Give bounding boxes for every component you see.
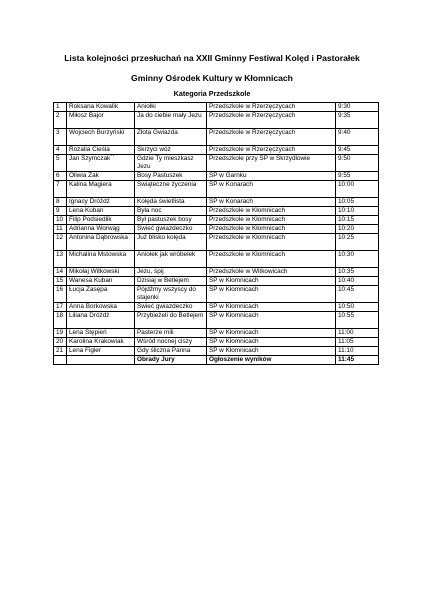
cell-time: 11:10 [336,347,379,356]
cell-song: Dzisiaj w Betlejem [135,277,207,286]
table-row [54,329,379,338]
cell-song: Świeć gwiazdeczko [135,303,207,312]
cell-number: 20 [54,338,67,347]
cell-school: SP w Kłomnicach [207,312,336,329]
cell-time: 10:40 [336,277,379,286]
cell-time: 10:10 [336,207,379,216]
summary-row [54,356,379,365]
cell-name: Miłosz Bajor [67,112,135,129]
cell-school: SP w Garnku [207,172,336,181]
cell-name: Rozalia Cieśla [67,146,135,155]
cell-song: Już blisko kolęda [135,234,207,251]
table-row [54,277,379,286]
cell-song: Aniołki [135,103,207,112]
cell-name: Ignacy Dróżdż [67,198,135,207]
cell-time: 10:20 [336,225,379,234]
cell-school: Przedszkole w Witkowicach [207,268,336,277]
table-row [54,312,379,329]
cell-name: Lena Stępień [67,329,135,338]
cell-school: Przedszkole w Kłomnicach [207,234,336,251]
cell-time: 9:45 [336,146,379,155]
cell-number: 21 [54,347,67,356]
cell-song: Gdy śliczna Panna [135,347,207,356]
cell-school: SP w Konarach [207,181,336,198]
cell-school: Przedszkole w Rzerzęczycach [207,146,336,155]
cell-school: SP w Kłomnicach [207,329,336,338]
cell-school: Przedszkole w Rzerzęczycach [207,112,336,129]
cell-time: 10:35 [336,268,379,277]
cell-school: Przedszkole w Kłomnicach [207,207,336,216]
cell-song: Świąteczne życzenia [135,181,207,198]
cell-school: SP w Kłomnicach [207,338,336,347]
cell-song: Jezu, śpij [135,268,207,277]
cell-school: SP w Konarach [207,198,336,207]
cell-school: Przedszkole przy SP w Skrzydlowie [207,155,336,172]
table-row [54,303,379,312]
cell-name: Jan Szymczak`` [67,155,135,172]
cell-school: SP w Kłomnicach [207,277,336,286]
cell-time: 10:50 [336,303,379,312]
cell-song: Była noc [135,207,207,216]
cell-song: Kolęda świetlista [135,198,207,207]
cell-name: Antonina Dąbrowska [67,234,135,251]
cell-number: 8 [54,198,67,207]
cell-number: 17 [54,303,67,312]
cell-number: 6 [54,172,67,181]
cell-number: 4 [54,146,67,155]
summary-time-cell: 11:45 [336,356,379,365]
cell-number: 1 [54,103,67,112]
cell-number: 11 [54,225,67,234]
table-row [54,225,379,234]
table-row [54,216,379,225]
cell-number: 13 [54,251,67,268]
cell-school: SP w Kłomnicach [207,286,336,303]
cell-time: 10:00 [336,181,379,198]
table-row [54,112,379,129]
cell-school: Przedszkole w Rzerzęczycach [207,129,336,146]
cell-school: Przedszkole w Kłomnicach [207,251,336,268]
cell-name: Anna Borkowska [67,303,135,312]
cell-name: Mikołaj Witkowski [67,268,135,277]
jury-cell: Obrady Jury [135,356,207,365]
table-row [54,129,379,146]
cell-school: Przedszkole w Kłomnicach [207,216,336,225]
cell-number: 14 [54,268,67,277]
table-footer [54,356,379,365]
table-row [54,347,379,356]
cell-name: Wojciech Burzyński [67,129,135,146]
table-row [54,103,379,112]
table-row [54,172,379,181]
cell-name: Michalina Mstowska [67,251,135,268]
table-row [54,146,379,155]
table-row [54,338,379,347]
table-body [54,103,379,356]
cell-school: SP w Kłomnicach [207,347,336,356]
cell-number: 7 [54,181,67,198]
cell-song: Pasterze mili [135,329,207,338]
table-row [54,198,379,207]
results-cell: Ogłoszenie wyników [207,356,336,365]
cell-song: Przybieżeli do Betlejem [135,312,207,329]
cell-song: Wśród nocnej ciszy [135,338,207,347]
cell-time: 9:30 [336,103,379,112]
table-row [54,155,379,172]
cell-name: Kalina Magiera [67,181,135,198]
cell-school: Przedszkole w Rzerzęczycach [207,103,336,112]
cell-name: Roksana Kowalik [67,103,135,112]
cell-time: 9:35 [336,112,379,129]
table-row [54,207,379,216]
cell-number: 10 [54,216,67,225]
cell-name: Łucja Zasępa [67,286,135,303]
cell-song: Świeć gwiazdeczko [135,225,207,234]
cell-time: 11:00 [336,329,379,338]
cell-time: 11:05 [336,338,379,347]
cell-number: 16 [54,286,67,303]
table-row [54,286,379,303]
cell-song: Był pastuszek bosy [135,216,207,225]
cell-song: Ja do ciebie mały Jezu [135,112,207,129]
cell-name: Lena Kuban [67,207,135,216]
category-heading: Kategoria Przedszkole [173,89,251,98]
cell-time: 10:30 [336,251,379,268]
cell-number: 19 [54,329,67,338]
table-row [54,251,379,268]
cell-time: 9:40 [336,129,379,146]
cell-time: 10:15 [336,216,379,225]
performance-order-table [53,102,379,365]
cell-number: 15 [54,277,67,286]
table-row [54,268,379,277]
cell-number: 5 [54,155,67,172]
cell-name: Filip Podsiedlik [67,216,135,225]
cell-song: Skrzyci wóz [135,146,207,155]
cell-name: Karolina Krakowiak [67,338,135,347]
cell-number: 2 [54,112,67,129]
cell-time: 10:45 [336,286,379,303]
document-title: Lista kolejności przesłuchań na XXII Gminny Festiwal Kolęd i Pastorałek [64,53,360,63]
cell-name: Liliana Dróżdż [67,312,135,329]
cell-name: Oliwia Żak [67,172,135,181]
cell-song: Gdzie Ty mieszkasz Jezu [135,155,207,172]
cell-song: Bosy Pastuszek [135,172,207,181]
cell-name: Lena Figler [67,347,135,356]
cell-school: SP w Kłomnicach [207,303,336,312]
table-row [54,234,379,251]
cell-name [67,356,135,365]
cell-time: 9:50 [336,155,379,172]
cell-time: 9:55 [336,172,379,181]
cell-time: 10:25 [336,234,379,251]
cell-time: 10:05 [336,198,379,207]
cell-school: Przedszkole w Kłomnicach [207,225,336,234]
document-organizer: Gminny Ośrodek Kultury w Kłomnicach [131,73,293,83]
cell-song: Złota Gwiazda [135,129,207,146]
cell-number: 12 [54,234,67,251]
cell-number [54,356,67,365]
cell-name: Wanesa Kuban [67,277,135,286]
cell-time: 10:55 [336,312,379,329]
cell-number: 3 [54,129,67,146]
cell-number: 18 [54,312,67,329]
cell-song: Pójdźmy wszyscy do stajenki [135,286,207,303]
table-row [54,181,379,198]
cell-song: Aniołek jak wróbelek [135,251,207,268]
cell-number: 9 [54,207,67,216]
cell-name: Adrianna Worwąg [67,225,135,234]
